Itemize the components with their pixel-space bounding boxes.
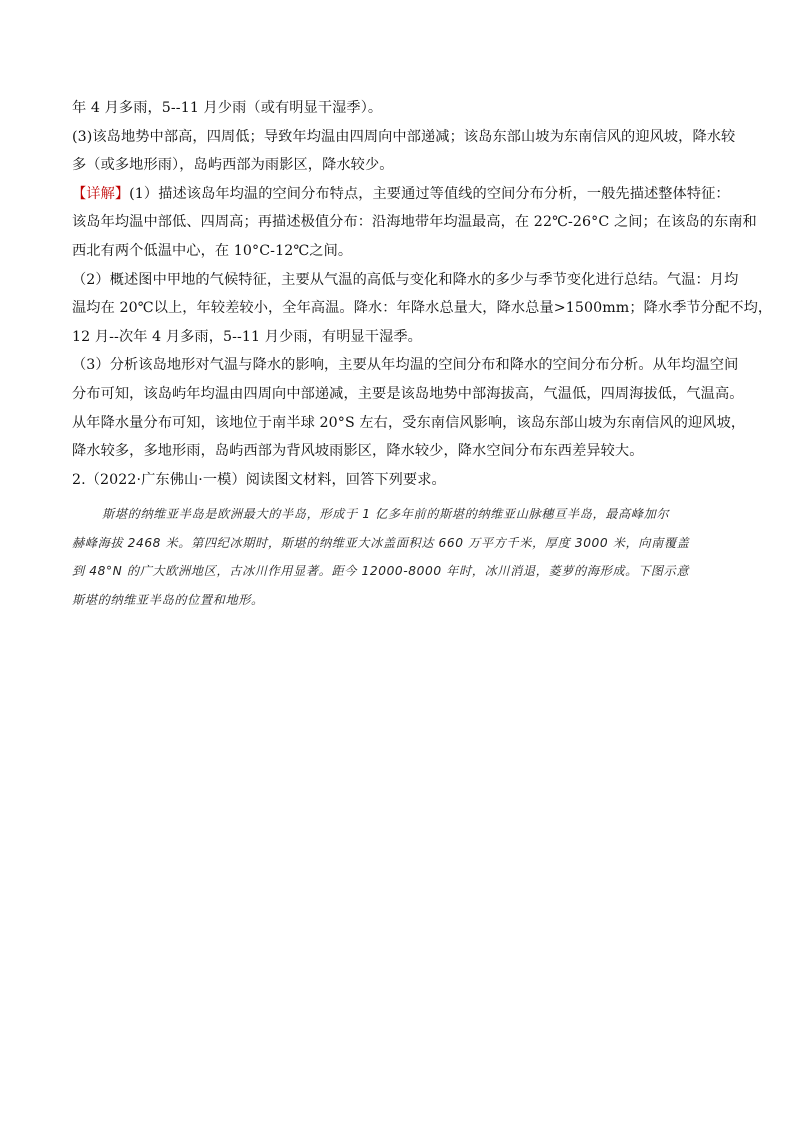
answer-line: 年 4 月多雨，5--11 月少雨（或有明显干湿季）。 xyxy=(72,100,383,116)
material-line: 到 48°N 的广大欧洲地区，古冰川作用显著。距今 12000-8000 年时，冰川消退，菱萝的海形成。下图示意 xyxy=(72,564,690,579)
question-material xyxy=(72,500,724,614)
material-line: 赫峰海拔 2468 米。第四纪冰期时，斯堪的纳维亚大冰盖面积达 660 万平方千米，厚度 3000 米，向南覆盖 xyxy=(72,535,690,550)
detail-paragraph-2-line: 温均在 20℃以上，年较差较小，全年高温。降水：年降水总量大，降水总量>1500mm；降水季节分配不均， xyxy=(72,300,773,317)
question-header: 2.（2022·广东佛山·一模）阅读图文材料，回答下列要求。 xyxy=(72,471,446,488)
document-page xyxy=(72,94,773,614)
detail-paragraph-3-line: 从年降水量分布可知，该地位于南半球 20°S 左右，受东南信风影响，该岛东部山坡为东南信风的迎风坡， xyxy=(72,414,746,431)
answer-line: 多（或多地形雨），岛屿西部为雨影区，降水较少。 xyxy=(72,157,394,174)
detail-paragraph-1-line: 该岛年均温中部低、四周高；再描述极值分布：沿海地带年均温最高，在 22℃-26°C 之间；在该岛的东南和 xyxy=(72,214,757,231)
detail-section xyxy=(72,180,773,466)
detail-paragraph-1-line xyxy=(72,180,730,209)
answer-line: (3)该岛地势中部高，四周低；导致年均温由四周向中部递减；该岛东部山坡为东南信风的迎风坡，降水较 xyxy=(72,128,736,145)
detail-paragraph-3-line: 分布可知，该岛屿年均温由四周向中部递减，主要是该岛地势中部海拔高，气温低，四周海拔低，气温高。 xyxy=(72,385,744,402)
answer-section xyxy=(72,94,736,180)
detail-paragraph-2-line: 12 月--次年 4 月多雨，5--11 月少雨，有明显干湿季。 xyxy=(72,328,422,345)
detail-tag: 【详解】 xyxy=(72,185,130,202)
material-line: 斯堪的纳维亚半岛的位置和地形。 xyxy=(72,592,264,607)
detail-paragraph-2-line: （2）概述图中甲地的气候特征，主要从气温的高低与变化和降水的多少与季节变化进行总结。气温：月均 xyxy=(72,271,739,288)
detail-paragraph-1-text: (1）描述该岛年均温的空间分布特点，主要通过等值线的空间分布分析，一般先描述整体特征： xyxy=(129,185,730,202)
detail-paragraph-3-line: 降水较多，多地形雨，岛屿西部为背风坡雨影区，降水较少，降水空间分布东西差异较大。 xyxy=(72,443,644,460)
material-line: 斯堪的纳维亚半岛是欧洲最大的半岛，形成于 1 亿多年前的斯堪的纳维亚山脉穗亘半岛，最高峰加尔 xyxy=(102,507,670,522)
detail-paragraph-1-line: 西北有两个低温中心，在 10°C-12℃之间。 xyxy=(72,242,353,259)
question-2 xyxy=(72,466,724,614)
detail-paragraph-3-line: （3）分析该岛地形对气温与降水的影响，主要从年均温的空间分布和降水的空间分布分析。从年均温空间 xyxy=(72,357,739,374)
